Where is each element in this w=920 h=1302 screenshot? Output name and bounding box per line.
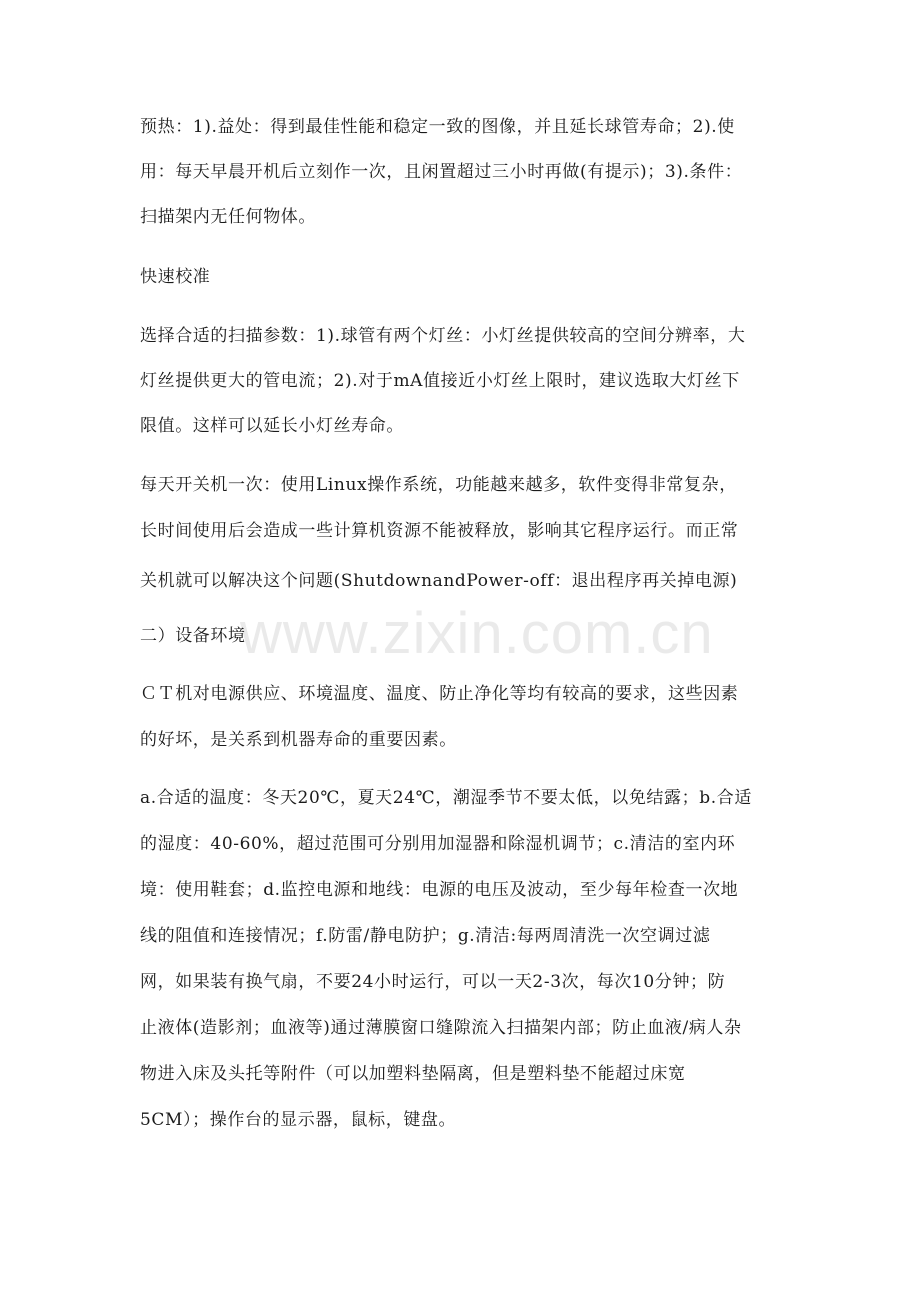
- text-line: 每天开关机一次：使用Linux操作系统，功能越来越多，软件变得非常复杂，: [140, 475, 737, 495]
- text-line: 网，如果装有换气扇，不要24小时运行，可以一天2-3次，每次10分钟；防: [140, 972, 726, 992]
- text-line: 选择合适的扫描参数：1).球管有两个灯丝：小灯丝提供较高的空间分辨率，大: [140, 326, 746, 346]
- text-line: 灯丝提供更大的管电流；2).对于mA值接近小灯丝上限时，建议选取大灯丝下: [140, 371, 740, 391]
- text-line: 用：每天早晨开机后立刻作一次，且闲置超过三小时再做(有提示)；3).条件：: [140, 162, 743, 182]
- text-line: 扫描架内无任何物体。: [140, 207, 316, 227]
- text-line: 长时间使用后会造成一些计算机资源不能被释放，影响其它程序运行。而正常: [140, 521, 739, 541]
- text-line: 关机就可以解决这个问题(ShutdownandPower-off：退出程序再关掉电源): [140, 571, 738, 591]
- text-line: 止液体(造影剂；血液等)通过薄膜窗口缝隙流入扫描架内部；防止血液/病人杂: [140, 1018, 742, 1038]
- text-line: 线的阻值和连接情况；f.防雷/静电防护；g.清洁:每两周清洗一次空调过滤: [140, 926, 711, 946]
- text-line: 境：使用鞋套；d.监控电源和地线：电源的电压及波动，至少每年检查一次地: [140, 880, 739, 900]
- text-line: ＣＴ机对电源供应、环境温度、温度、防止净化等均有较高的要求，这些因素: [140, 684, 739, 704]
- text-line: 5CM）；操作台的显示器，鼠标，键盘。: [140, 1110, 457, 1130]
- watermark: www.zixin.com.cn: [240, 601, 714, 666]
- text-line: 预热：1).益处：得到最佳性能和稳定一致的图像，并且延长球管寿命；2).使: [140, 117, 735, 137]
- text-line: a.合适的温度：冬天20℃，夏天24℃，潮湿季节不要太低，以免结露；b.合适: [140, 788, 752, 808]
- text-line: 的湿度：40-60%，超过范围可分别用加湿器和除湿机调节；c.清洁的室内环: [140, 834, 736, 854]
- section-heading: 快速校准: [140, 267, 211, 287]
- section-heading: 二）设备环境: [140, 626, 246, 646]
- text-line: 的好坏，是关系到机器寿命的重要因素。: [140, 730, 457, 750]
- text-line: 限值。这样可以延长小灯丝寿命。: [140, 416, 404, 436]
- text-line: 物进入床及头托等附件（可以加塑料垫隔离，但是塑料垫不能超过床宽: [140, 1064, 686, 1084]
